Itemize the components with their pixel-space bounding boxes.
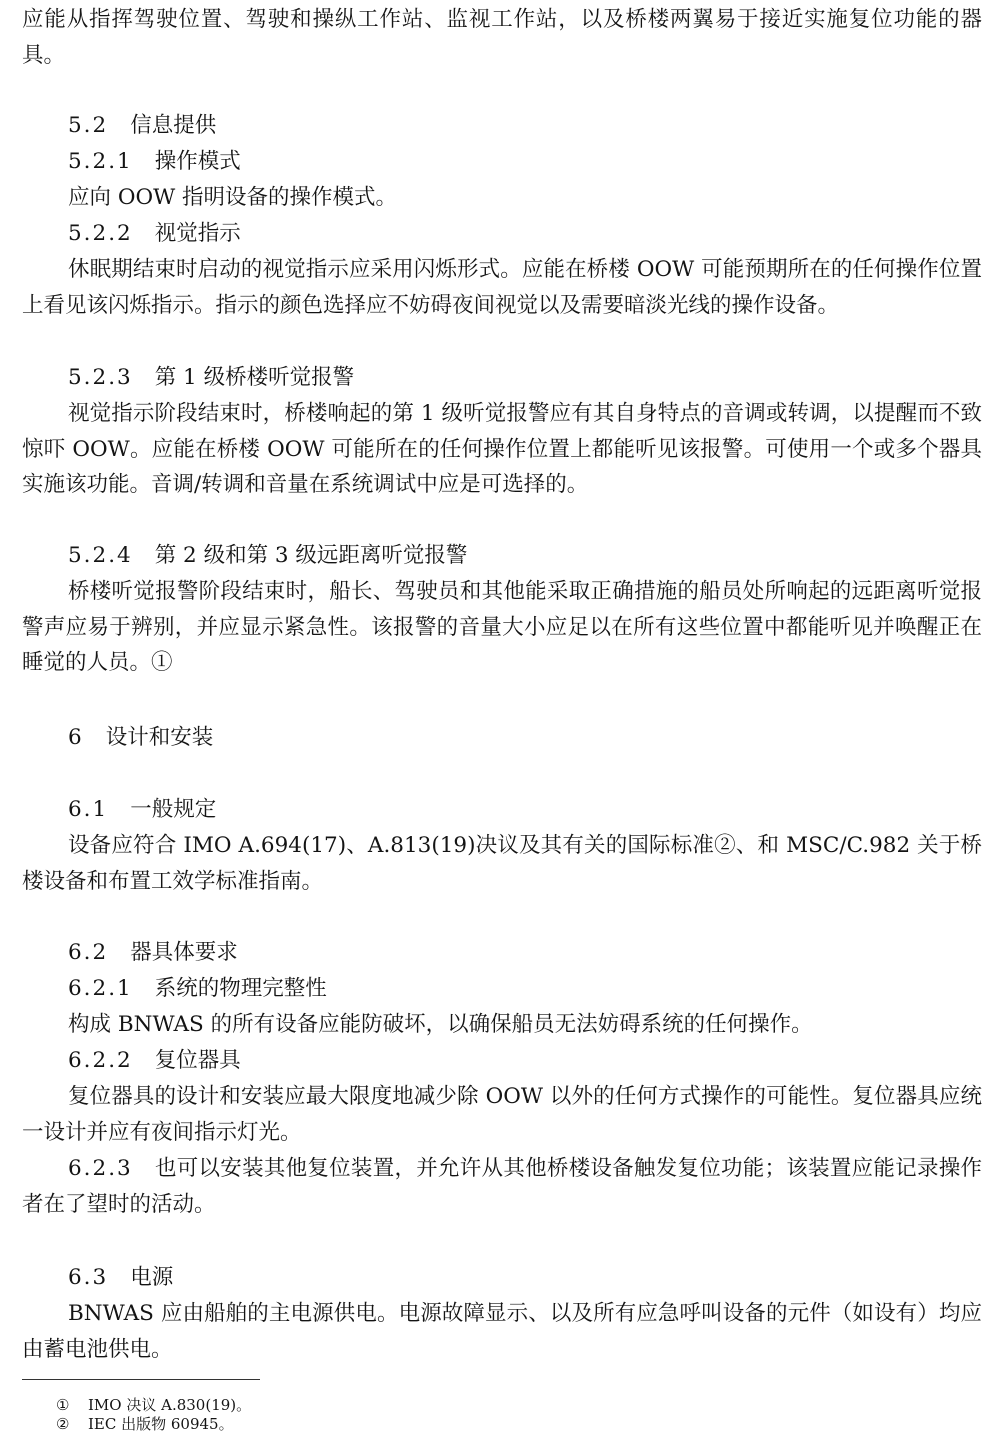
heading-5-2-4-number: 5.2.4 (68, 543, 133, 568)
heading-5-2 (68, 108, 216, 144)
footnote-2-mark: ② (56, 1415, 70, 1433)
heading-6-2-1-number: 6.2.1 (68, 976, 133, 1001)
heading-6-2-number: 6.2 (68, 940, 109, 965)
heading-5-2-1-title: 操作模式 (154, 149, 241, 174)
paragraph-6-2-3-number: 6.2.3 (68, 1156, 133, 1181)
heading-5-2-3 (68, 360, 354, 396)
paragraph-6-2-2: 复位器具的设计和安装应最大限度地减少除 OOW 以外的任何方式操作的可能性。复位器具应统一设计并应有夜间指示灯光。 (22, 1084, 982, 1145)
heading-6-2-1 (68, 971, 327, 1007)
footnote-1 (56, 1396, 251, 1414)
heading-6-1-number: 6.1 (68, 797, 109, 822)
heading-5-2-4-title: 第 2 级和第 3 级远距离听觉报警 (154, 543, 468, 568)
intro-paragraph: 应能从指挥驾驶位置、驾驶和操纵工作站、监视工作站，以及桥楼两翼易于接近实施复位功能的器具。 (22, 7, 982, 68)
heading-5-2-3-title: 第 1 级桥楼听觉报警 (154, 365, 355, 390)
footnote-2-text: IEC 出版物 60945。 (88, 1415, 234, 1433)
heading-6-1-title: 一般规定 (130, 797, 217, 822)
paragraph-5-2-1: 应向 OOW 指明设备的操作模式。 (68, 185, 398, 210)
heading-6-3-title: 电源 (130, 1265, 174, 1290)
footnote-2 (56, 1415, 234, 1433)
heading-6-2-1-title: 系统的物理完整性 (154, 976, 327, 1001)
paragraph-6-2-3-text: 也可以安装其他复位装置，并允许从其他桥楼设备触发复位功能；该装置应能记录操作者在了望时的活动。 (22, 1156, 982, 1217)
heading-5-2-3-number: 5.2.3 (68, 365, 133, 390)
paragraph-6-3: BNWAS 应由船舶的主电源供电。电源故障显示、以及所有应急呼叫设备的元件（如设有）均应由蓄电池供电。 (22, 1301, 982, 1362)
heading-5-2-4 (68, 538, 467, 574)
paragraph-6-1: 设备应符合 IMO A.694(17)、A.813(19)决议及其有关的国际标准②、和 MSC/C.982 关于桥楼设备和布置工效学标准指南。 (22, 833, 982, 894)
paragraph-5-2-2: 休眠期结束时启动的视觉指示应采用闪烁形式。应能在桥楼 OOW 可能预期所在的任何操作位置上看见该闪烁指示。指示的颜色选择应不妨碍夜间视觉以及需要暗淡光线的操作设备。 (22, 257, 982, 318)
heading-6-2 (68, 935, 238, 971)
heading-5-2-1-number: 5.2.1 (68, 149, 133, 174)
paragraph-6-2-3 (22, 1151, 982, 1222)
paragraph-6-2-1: 构成 BNWAS 的所有设备应能防破坏，以确保船员无法妨碍系统的任何操作。 (68, 1012, 813, 1037)
heading-5-2-number: 5.2 (68, 113, 109, 138)
footnote-1-text: IMO 决议 A.830(19)。 (88, 1396, 252, 1414)
heading-6-title: 设计和安装 (105, 725, 214, 750)
paragraph-5-2-3: 视觉指示阶段结束时，桥楼响起的第 1 级听觉报警应有其自身特点的音调或转调，以提醒而不致惊吓 OOW。应能在桥楼 OOW 可能所在的任何操作位置上都能听见该报警。可使用一个或多个器具实施该功能。音调/转调和音量在系统调试中应是可选择的。 (22, 401, 982, 497)
heading-6-2-title: 器具体要求 (130, 940, 238, 965)
heading-6-2-2-title: 复位器具 (154, 1048, 241, 1073)
heading-6-2-2 (68, 1043, 241, 1079)
heading-5-2-1 (68, 144, 241, 180)
heading-5-2-2 (68, 216, 241, 252)
footnote-divider (22, 1379, 260, 1380)
heading-6-3 (68, 1260, 173, 1296)
footnote-1-mark: ① (56, 1396, 70, 1414)
paragraph-5-2-4: 桥楼听觉报警阶段结束时，船长、驾驶员和其他能采取正确措施的船员处所响起的远距离听觉报警声应易于辨别，并应显示紧急性。该报警的音量大小应足以在所有这些位置中都能听见并唤醒正在睡觉的人员。① (22, 579, 982, 675)
heading-6 (68, 720, 213, 756)
heading-5-2-title: 信息提供 (130, 113, 217, 138)
heading-5-2-2-title: 视觉指示 (154, 221, 241, 246)
heading-5-2-2-number: 5.2.2 (68, 221, 133, 246)
heading-6-number: 6 (68, 725, 84, 750)
heading-6-1 (68, 792, 216, 828)
heading-6-3-number: 6.3 (68, 1265, 109, 1290)
heading-6-2-2-number: 6.2.2 (68, 1048, 133, 1073)
